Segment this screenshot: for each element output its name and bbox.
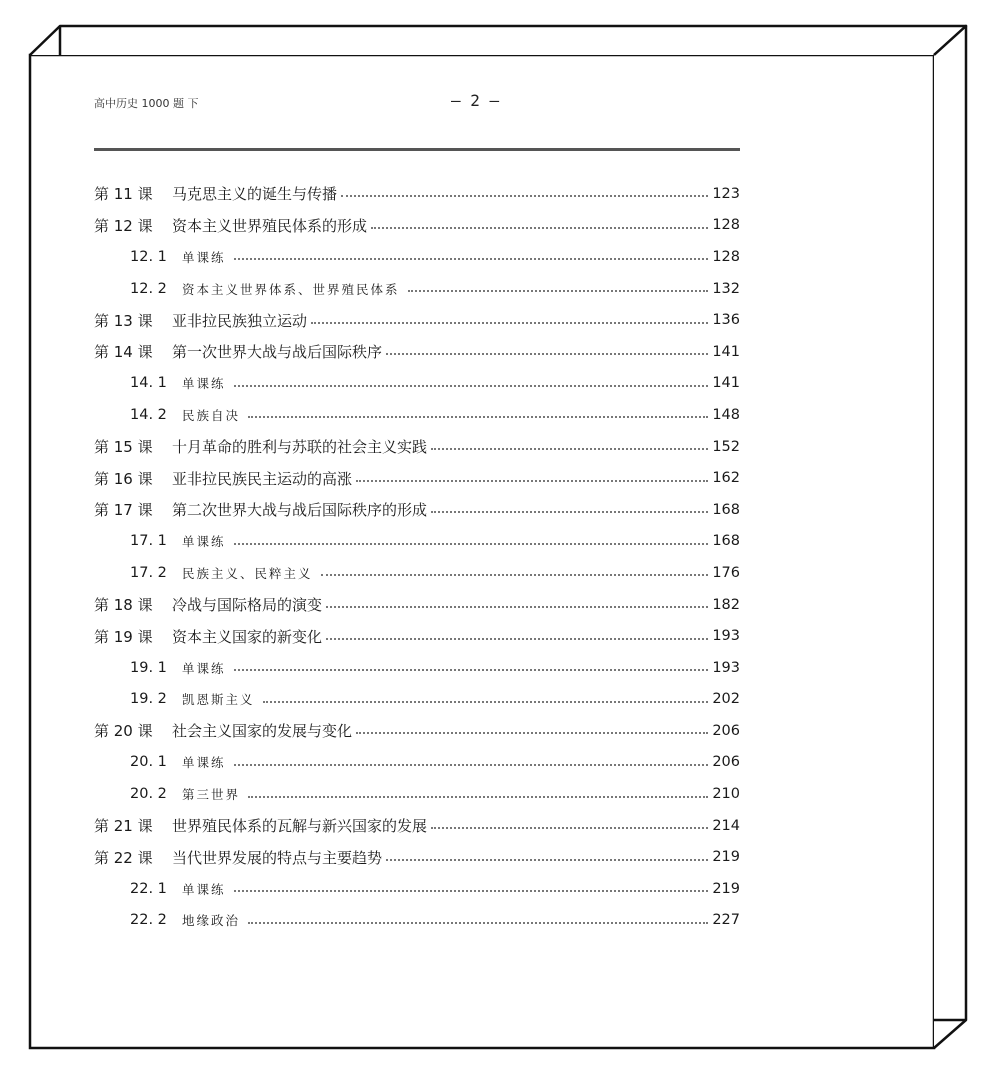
dot-leader xyxy=(248,415,708,418)
toc-lesson-row xyxy=(94,178,740,210)
header-rule xyxy=(94,148,740,151)
toc-entry-title: 十月革命的胜利与苏联的社会主义实践 xyxy=(172,438,428,457)
book-side-edge xyxy=(934,26,966,1048)
dot-leader xyxy=(234,384,708,387)
toc-entry-number: 20. 1 xyxy=(130,754,167,771)
dot-leader xyxy=(321,573,708,576)
toc-entry-page: 202 xyxy=(712,691,740,708)
toc-lesson-row xyxy=(94,336,740,368)
toc-subsection-row xyxy=(94,273,740,305)
toc-entry-title: 单课练 xyxy=(182,376,226,392)
toc-lesson-row xyxy=(94,620,740,652)
toc-entry-number: 20. 2 xyxy=(130,786,167,803)
toc-entry-title: 单课练 xyxy=(182,755,226,771)
dot-leader xyxy=(386,858,708,861)
toc-entry-page: 206 xyxy=(712,754,740,771)
dot-leader xyxy=(311,321,708,324)
dot-leader xyxy=(234,763,708,766)
toc-entry-page: 193 xyxy=(712,628,740,645)
dot-leader xyxy=(248,795,708,798)
toc-subsection-row xyxy=(94,399,740,431)
toc-entry-number: 12. 2 xyxy=(130,280,167,297)
dot-leader xyxy=(326,637,708,640)
toc-entry-title: 亚非拉民族民主运动的高涨 xyxy=(172,469,353,488)
dot-leader xyxy=(263,700,708,703)
toc-entry-number: 14. 1 xyxy=(130,375,167,392)
toc-entry-number: 14. 2 xyxy=(130,406,167,423)
toc-entry-title: 资本主义世界殖民体系的形成 xyxy=(172,216,368,235)
toc-entry-page: 219 xyxy=(712,849,740,866)
toc-entry-title: 第三世界 xyxy=(182,787,241,803)
dot-leader xyxy=(234,542,708,545)
toc-subsection-row xyxy=(94,684,740,716)
toc-entry-page: 123 xyxy=(712,185,740,202)
toc-subsection-row xyxy=(94,747,740,779)
toc-subsection-row xyxy=(94,368,740,400)
toc-entry-page: 176 xyxy=(712,564,740,581)
toc-entry-page: 141 xyxy=(712,375,740,392)
toc-entry-title: 第一次世界大战与战后国际秩序 xyxy=(172,343,383,362)
toc-entry-title: 资本主义国家的新变化 xyxy=(172,627,323,646)
toc-entry-page: 193 xyxy=(712,659,740,676)
toc-entry-number: 第 16 课 xyxy=(94,469,153,488)
toc-entry-number: 第 17 课 xyxy=(94,501,153,520)
toc-subsection-row xyxy=(94,652,740,684)
toc-entry-title: 单课练 xyxy=(182,249,226,265)
toc-subsection-row xyxy=(94,873,740,905)
toc-lesson-row xyxy=(94,431,740,463)
toc-entry-page: 227 xyxy=(712,912,740,929)
toc-entry-number: 17. 2 xyxy=(130,564,167,581)
dot-leader xyxy=(386,352,708,355)
toc-subsection-row xyxy=(94,778,740,810)
toc-entry-title: 单课练 xyxy=(182,534,226,550)
toc-entry-page: 219 xyxy=(712,880,740,897)
toc-entry-page: 162 xyxy=(712,470,740,487)
toc-entry-page: 206 xyxy=(712,722,740,739)
dot-leader xyxy=(341,194,708,197)
toc-entry-title: 民族自决 xyxy=(182,407,241,423)
toc-entry-number: 第 19 课 xyxy=(94,627,153,646)
toc-entry-page: 168 xyxy=(712,533,740,550)
dot-leader xyxy=(326,605,708,608)
toc-entry-number: 第 18 课 xyxy=(94,596,153,615)
toc-entry-page: 210 xyxy=(712,786,740,803)
toc-lesson-row xyxy=(94,589,740,621)
toc-entry-page: 152 xyxy=(712,438,740,455)
toc-entry-page: 214 xyxy=(712,817,740,834)
book-page xyxy=(30,55,934,1048)
toc-entry-number: 22. 1 xyxy=(130,880,167,897)
dot-leader xyxy=(248,921,708,924)
book-top-edge xyxy=(30,26,966,55)
toc-entry-page: 128 xyxy=(712,217,740,234)
toc-lesson-row xyxy=(94,810,740,842)
toc-entry-page: 168 xyxy=(712,501,740,518)
dot-leader xyxy=(431,447,708,450)
toc-lesson-row xyxy=(94,494,740,526)
toc-subsection-row xyxy=(94,241,740,273)
toc-entry-title: 凯恩斯主义 xyxy=(182,692,255,708)
toc-entry-number: 第 14 课 xyxy=(94,343,153,362)
toc-entry-number: 第 13 课 xyxy=(94,311,153,330)
toc-entry-number: 17. 1 xyxy=(130,533,167,550)
toc-subsection-row xyxy=(94,526,740,558)
dot-leader xyxy=(371,226,708,229)
toc-entry-title: 单课练 xyxy=(182,660,226,676)
toc-entry-number: 19. 2 xyxy=(130,691,167,708)
toc-entry-title: 民族主义、民粹主义 xyxy=(182,565,313,581)
dot-leader xyxy=(431,826,708,829)
toc-subsection-row xyxy=(94,557,740,589)
toc-lesson-row xyxy=(94,304,740,336)
toc-entry-page: 128 xyxy=(712,248,740,265)
toc-lesson-row xyxy=(94,715,740,747)
toc-lesson-row xyxy=(94,210,740,242)
toc-entry-title: 资本主义世界体系、世界殖民体系 xyxy=(182,281,400,297)
toc-entry-title: 世界殖民体系的瓦解与新兴国家的发展 xyxy=(172,817,428,836)
toc-entry-number: 第 11 课 xyxy=(94,185,153,204)
toc-lesson-row xyxy=(94,462,740,494)
toc-entry-page: 136 xyxy=(712,312,740,329)
toc-subsection-row xyxy=(94,905,740,937)
toc-entry-title: 当代世界发展的特点与主要趋势 xyxy=(172,848,383,867)
dot-leader xyxy=(234,668,708,671)
toc-entry-title: 单课练 xyxy=(182,881,226,897)
toc-entry-number: 19. 1 xyxy=(130,659,167,676)
dot-leader xyxy=(234,257,708,260)
dot-leader xyxy=(356,479,708,482)
toc-entry-page: 132 xyxy=(712,280,740,297)
running-title: 高中历史 1000 题 下 xyxy=(94,97,199,110)
page-header xyxy=(94,93,740,113)
toc-lesson-row xyxy=(94,841,740,873)
toc-entry-title: 地缘政治 xyxy=(182,913,241,929)
toc-entry-number: 第 15 课 xyxy=(94,438,153,457)
toc-entry-number: 22. 2 xyxy=(130,912,167,929)
toc-entry-number: 第 20 课 xyxy=(94,722,153,741)
toc-entry-number: 第 21 课 xyxy=(94,817,153,836)
toc-entry-number: 第 22 课 xyxy=(94,848,153,867)
dot-leader xyxy=(234,889,708,892)
table-of-contents xyxy=(94,178,740,936)
toc-entry-title: 社会主义国家的发展与变化 xyxy=(172,722,353,741)
toc-entry-title: 第二次世界大战与战后国际秩序的形成 xyxy=(172,501,428,520)
toc-entry-title: 冷战与国际格局的演变 xyxy=(172,596,323,615)
toc-entry-page: 141 xyxy=(712,343,740,360)
toc-entry-number: 12. 1 xyxy=(130,248,167,265)
dot-leader xyxy=(431,510,708,513)
dot-leader xyxy=(408,289,708,292)
dot-leader xyxy=(356,731,708,734)
toc-entry-title: 马克思主义的诞生与传播 xyxy=(172,185,338,204)
toc-entry-title: 亚非拉民族独立运动 xyxy=(172,311,308,330)
page-number: — 2 — xyxy=(451,91,500,110)
toc-entry-page: 148 xyxy=(712,406,740,423)
toc-entry-number: 第 12 课 xyxy=(94,216,153,235)
toc-entry-page: 182 xyxy=(712,596,740,613)
